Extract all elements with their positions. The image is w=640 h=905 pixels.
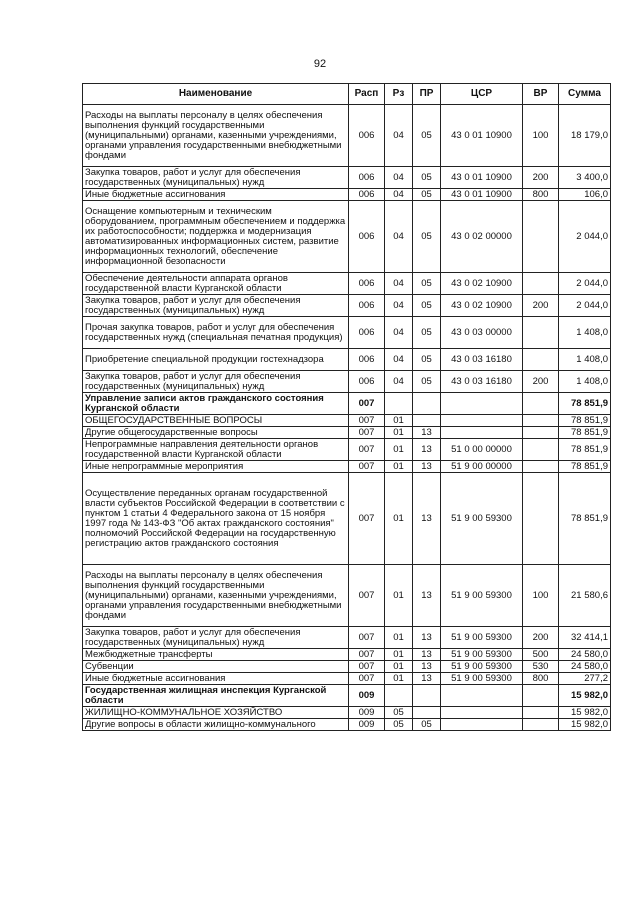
cell-rasp: 006 — [349, 167, 385, 189]
cell-sum: 15 982,0 — [559, 719, 611, 731]
table-row — [83, 565, 611, 627]
cell-vr: 800 — [523, 189, 559, 201]
cell-pr: 05 — [413, 167, 441, 189]
table-row — [83, 707, 611, 719]
cell-pr: 05 — [413, 189, 441, 201]
cell-name: Закупка товаров, работ и услуг для обеспечения государственных (муниципальных) нужд — [83, 295, 349, 317]
table-row — [83, 273, 611, 295]
cell-rz: 04 — [385, 189, 413, 201]
table-row — [83, 661, 611, 673]
cell-rz: 04 — [385, 371, 413, 393]
cell-name: Закупка товаров, работ и услуг для обеспечения государственных (муниципальных) нужд — [83, 627, 349, 649]
cell-rasp: 007 — [349, 427, 385, 439]
cell-csr: 43 0 02 10900 — [441, 273, 523, 295]
cell-sum: 78 851,9 — [559, 439, 611, 461]
cell-vr — [523, 707, 559, 719]
page-number: 92 — [313, 58, 327, 70]
cell-sum: 1 408,0 — [559, 317, 611, 349]
cell-pr: 05 — [413, 273, 441, 295]
cell-csr: 43 0 01 10900 — [441, 189, 523, 201]
cell-vr — [523, 719, 559, 731]
cell-pr: 05 — [413, 317, 441, 349]
cell-sum: 78 851,9 — [559, 393, 611, 415]
cell-rz — [385, 393, 413, 415]
cell-pr: 13 — [413, 649, 441, 661]
cell-name: Обеспечение деятельности аппарата органов государственной власти Курганской области — [83, 273, 349, 295]
table-row — [83, 201, 611, 273]
cell-rasp: 009 — [349, 719, 385, 731]
cell-vr: 200 — [523, 627, 559, 649]
cell-sum: 21 580,6 — [559, 565, 611, 627]
cell-pr: 13 — [413, 461, 441, 473]
cell-sum: 1 408,0 — [559, 349, 611, 371]
cell-rasp: 007 — [349, 393, 385, 415]
col-header-sum: Сумма — [559, 84, 611, 105]
cell-vr: 800 — [523, 673, 559, 685]
cell-name: Субвенции — [83, 661, 349, 673]
cell-pr: 13 — [413, 661, 441, 673]
cell-name: Иные непрограммные мероприятия — [83, 461, 349, 473]
cell-vr: 100 — [523, 565, 559, 627]
table-body — [83, 105, 611, 731]
cell-name: Непрограммные направления деятельности органов государственной власти Курганской области — [83, 439, 349, 461]
cell-csr: 43 0 02 10900 — [441, 295, 523, 317]
cell-csr: 43 0 03 00000 — [441, 317, 523, 349]
cell-rasp: 009 — [349, 685, 385, 707]
cell-csr: 51 0 00 00000 — [441, 439, 523, 461]
cell-vr — [523, 273, 559, 295]
cell-name: Оснащение компьютерным и техническим оборудованием, программным обеспечением и поддержка их работоспособности; поддержка и модернизация автоматизированных информационных систем, развитие информационных технологий, обеспечение информационной безопасности — [83, 201, 349, 273]
cell-sum: 277,2 — [559, 673, 611, 685]
cell-csr: 51 9 00 59300 — [441, 649, 523, 661]
cell-pr — [413, 685, 441, 707]
table-row — [83, 461, 611, 473]
cell-csr: 43 0 01 10900 — [441, 167, 523, 189]
cell-vr — [523, 427, 559, 439]
cell-sum: 78 851,9 — [559, 473, 611, 565]
col-header-csr: ЦСР — [441, 84, 523, 105]
cell-rz: 01 — [385, 473, 413, 565]
cell-name: Иные бюджетные ассигнования — [83, 673, 349, 685]
cell-name: Расходы на выплаты персоналу в целях обеспечения выполнения функций государственными (муниципальными) органами, казенными учреждениями, органами управления государственными внебюджетными фондами — [83, 565, 349, 627]
col-header-vr: ВР — [523, 84, 559, 105]
cell-name: Иные бюджетные ассигнования — [83, 189, 349, 201]
cell-pr: 05 — [413, 295, 441, 317]
table-row — [83, 415, 611, 427]
cell-rz: 04 — [385, 317, 413, 349]
cell-csr — [441, 719, 523, 731]
cell-pr: 05 — [413, 349, 441, 371]
cell-rasp: 006 — [349, 317, 385, 349]
cell-rasp: 009 — [349, 707, 385, 719]
cell-name: Другие вопросы в области жилищно-коммунального — [83, 719, 349, 731]
cell-rasp: 006 — [349, 201, 385, 273]
cell-sum: 1 408,0 — [559, 371, 611, 393]
cell-name: Расходы на выплаты персоналу в целях обеспечения выполнения функций государственными (муниципальными) органами, казенными учреждениями, органами управления государственными внебюджетными фондами — [83, 105, 349, 167]
cell-pr — [413, 393, 441, 415]
budget-table — [82, 83, 611, 731]
cell-sum: 2 044,0 — [559, 201, 611, 273]
cell-rasp: 007 — [349, 439, 385, 461]
cell-rz: 01 — [385, 627, 413, 649]
cell-vr — [523, 393, 559, 415]
table-row — [83, 317, 611, 349]
cell-sum: 18 179,0 — [559, 105, 611, 167]
cell-csr: 51 9 00 59300 — [441, 661, 523, 673]
table-row — [83, 627, 611, 649]
cell-csr: 43 0 01 10900 — [441, 105, 523, 167]
cell-name: Приобретение специальной продукции гостехнадзора — [83, 349, 349, 371]
cell-rasp: 007 — [349, 649, 385, 661]
cell-vr: 100 — [523, 105, 559, 167]
cell-rz — [385, 685, 413, 707]
cell-rz: 01 — [385, 427, 413, 439]
col-header-rasp: Расп — [349, 84, 385, 105]
cell-pr: 05 — [413, 371, 441, 393]
cell-csr: 43 0 03 16180 — [441, 349, 523, 371]
cell-rasp: 006 — [349, 295, 385, 317]
table-row — [83, 371, 611, 393]
cell-name: Осуществление переданных органам государственной власти субъектов Российской Федерации в соответствии с пунктом 1 статьи 4 Федерального закона от 15 ноября 1997 года № 143-ФЗ "Об актах гражданского состояния" полномочий Российской Федерации на государственную регистрацию актов гражданского состояния — [83, 473, 349, 565]
table-row — [83, 427, 611, 439]
cell-rasp: 006 — [349, 189, 385, 201]
cell-name: Государственная жилищная инспекция Курганской области — [83, 685, 349, 707]
cell-csr — [441, 415, 523, 427]
table-row — [83, 685, 611, 707]
cell-vr — [523, 201, 559, 273]
cell-sum: 15 982,0 — [559, 685, 611, 707]
table-row — [83, 189, 611, 201]
col-header-name: Наименование — [83, 84, 349, 105]
cell-pr: 13 — [413, 473, 441, 565]
cell-csr: 51 9 00 59300 — [441, 473, 523, 565]
cell-name: Управление записи актов гражданского состояния Курганской области — [83, 393, 349, 415]
cell-sum: 24 580,0 — [559, 649, 611, 661]
cell-csr: 43 0 02 00000 — [441, 201, 523, 273]
cell-pr: 13 — [413, 439, 441, 461]
cell-rasp: 006 — [349, 349, 385, 371]
cell-sum: 106,0 — [559, 189, 611, 201]
cell-name: ЖИЛИЩНО-КОММУНАЛЬНОЕ ХОЗЯЙСТВО — [83, 707, 349, 719]
cell-name: Закупка товаров, работ и услуг для обеспечения государственных (муниципальных) нужд — [83, 167, 349, 189]
table-row — [83, 473, 611, 565]
table-row — [83, 719, 611, 731]
cell-rasp: 007 — [349, 673, 385, 685]
cell-rasp: 007 — [349, 565, 385, 627]
cell-rz: 01 — [385, 439, 413, 461]
cell-csr: 51 9 00 59300 — [441, 627, 523, 649]
cell-csr: 51 9 00 59300 — [441, 565, 523, 627]
cell-rasp: 007 — [349, 461, 385, 473]
table-row — [83, 295, 611, 317]
table-row — [83, 673, 611, 685]
cell-vr — [523, 461, 559, 473]
cell-rz: 01 — [385, 673, 413, 685]
cell-csr — [441, 427, 523, 439]
cell-vr: 200 — [523, 167, 559, 189]
cell-csr — [441, 685, 523, 707]
cell-rasp: 007 — [349, 661, 385, 673]
cell-rz: 04 — [385, 167, 413, 189]
cell-vr: 200 — [523, 295, 559, 317]
cell-rz: 04 — [385, 201, 413, 273]
table-row — [83, 167, 611, 189]
cell-sum: 3 400,0 — [559, 167, 611, 189]
cell-vr: 200 — [523, 371, 559, 393]
cell-sum: 78 851,9 — [559, 461, 611, 473]
cell-csr — [441, 707, 523, 719]
cell-vr: 500 — [523, 649, 559, 661]
cell-rz: 05 — [385, 707, 413, 719]
cell-rz: 05 — [385, 719, 413, 731]
cell-rz: 01 — [385, 661, 413, 673]
table-row — [83, 649, 611, 661]
cell-rz: 01 — [385, 461, 413, 473]
cell-pr: 13 — [413, 627, 441, 649]
cell-vr — [523, 685, 559, 707]
cell-vr — [523, 439, 559, 461]
cell-rz: 01 — [385, 565, 413, 627]
cell-name: ОБЩЕГОСУДАРСТВЕННЫЕ ВОПРОСЫ — [83, 415, 349, 427]
cell-csr: 43 0 03 16180 — [441, 371, 523, 393]
table-row — [83, 105, 611, 167]
cell-vr — [523, 317, 559, 349]
cell-rz: 01 — [385, 649, 413, 661]
cell-name: Прочая закупка товаров, работ и услуг для обеспечения государственных нужд (специальная печатная продукция) — [83, 317, 349, 349]
cell-sum: 32 414,1 — [559, 627, 611, 649]
table-header-row — [83, 84, 611, 105]
cell-csr: 51 9 00 59300 — [441, 673, 523, 685]
cell-pr: 05 — [413, 105, 441, 167]
cell-name: Закупка товаров, работ и услуг для обеспечения государственных (муниципальных) нужд — [83, 371, 349, 393]
table-row — [83, 349, 611, 371]
cell-rz: 04 — [385, 273, 413, 295]
table-row — [83, 393, 611, 415]
cell-rz: 04 — [385, 349, 413, 371]
cell-sum: 24 580,0 — [559, 661, 611, 673]
table-row — [83, 439, 611, 461]
cell-vr — [523, 415, 559, 427]
cell-rasp: 006 — [349, 273, 385, 295]
cell-rasp: 006 — [349, 105, 385, 167]
cell-sum: 15 982,0 — [559, 707, 611, 719]
cell-sum: 2 044,0 — [559, 273, 611, 295]
cell-csr — [441, 393, 523, 415]
cell-rasp: 007 — [349, 473, 385, 565]
cell-rz: 01 — [385, 415, 413, 427]
cell-sum: 2 044,0 — [559, 295, 611, 317]
cell-vr — [523, 473, 559, 565]
cell-pr — [413, 415, 441, 427]
cell-rasp: 007 — [349, 627, 385, 649]
cell-pr: 13 — [413, 565, 441, 627]
col-header-pr: ПР — [413, 84, 441, 105]
cell-rz: 04 — [385, 295, 413, 317]
cell-sum: 78 851,9 — [559, 427, 611, 439]
cell-pr: 13 — [413, 673, 441, 685]
cell-sum: 78 851,9 — [559, 415, 611, 427]
cell-csr: 51 9 00 00000 — [441, 461, 523, 473]
cell-rz: 04 — [385, 105, 413, 167]
col-header-rz: Рз — [385, 84, 413, 105]
cell-name: Межбюджетные трансферты — [83, 649, 349, 661]
cell-vr: 530 — [523, 661, 559, 673]
cell-pr: 05 — [413, 719, 441, 731]
cell-vr — [523, 349, 559, 371]
cell-rasp: 006 — [349, 371, 385, 393]
cell-rasp: 007 — [349, 415, 385, 427]
cell-pr: 05 — [413, 201, 441, 273]
cell-name: Другие общегосударственные вопросы — [83, 427, 349, 439]
cell-pr: 13 — [413, 427, 441, 439]
cell-pr — [413, 707, 441, 719]
